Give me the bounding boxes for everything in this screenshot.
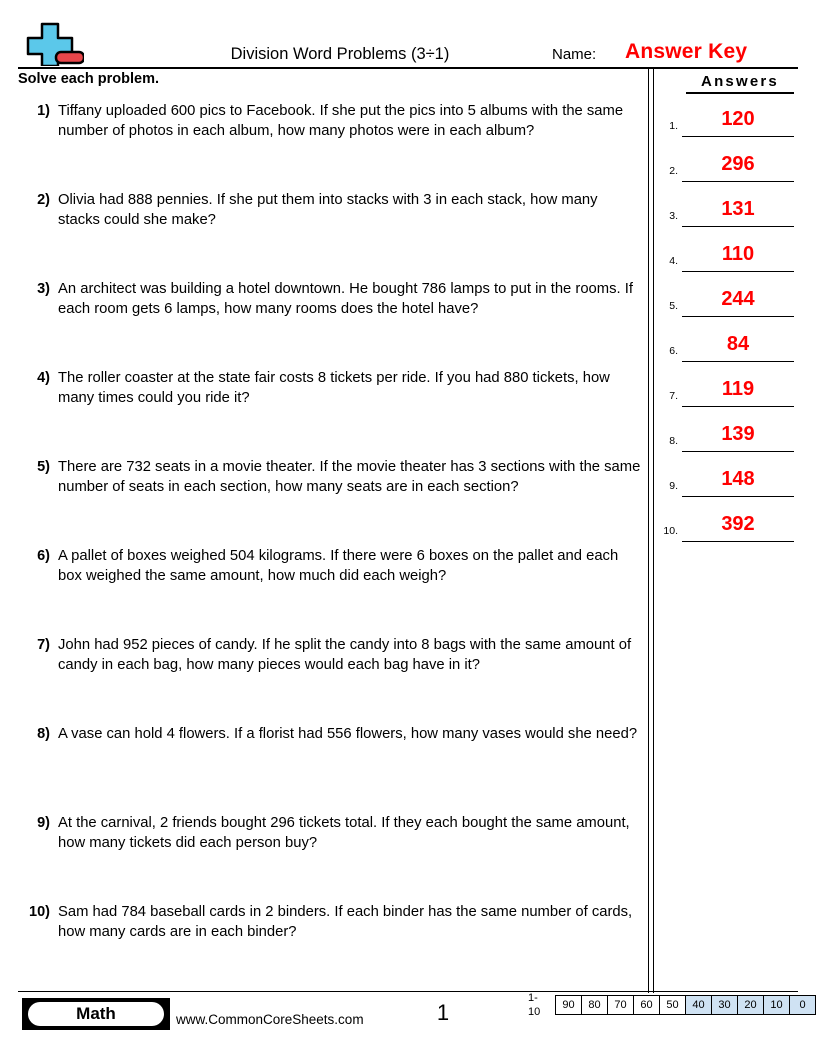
answer-value: 120 bbox=[721, 108, 755, 130]
problem-number: 8) bbox=[37, 726, 50, 742]
answer-blank[interactable] bbox=[682, 102, 794, 137]
answer-row bbox=[656, 507, 808, 552]
problem-text: There are 732 seats in a movie theater. If the movie theater has 3 sections with the same number of seats in each section, how many seats are in each section? bbox=[58, 459, 641, 495]
answer-row bbox=[656, 282, 808, 327]
answer-blank[interactable] bbox=[682, 417, 794, 452]
answer-value: 131 bbox=[721, 198, 755, 220]
name-label: Name: bbox=[552, 46, 597, 63]
score-box: 60 bbox=[634, 996, 660, 1014]
score-box: 90 bbox=[556, 996, 582, 1014]
problem-number: 1) bbox=[37, 103, 50, 119]
answer-value: 139 bbox=[721, 423, 755, 445]
problem-item bbox=[18, 804, 642, 893]
subject-badge-label: Math bbox=[28, 1002, 164, 1026]
answer-index: 4. bbox=[669, 255, 678, 267]
answer-index: 9. bbox=[669, 480, 678, 492]
problem-text: The roller coaster at the state fair costs 8 tickets per ride. If you had 880 tickets, how many times could you ride it? bbox=[58, 370, 610, 406]
score-box: 40 bbox=[686, 996, 712, 1014]
problem-item bbox=[18, 92, 642, 181]
site-url: www.CommonCoreSheets.com bbox=[176, 1012, 364, 1027]
score-box: 10 bbox=[764, 996, 790, 1014]
instructions-text: Solve each problem. bbox=[18, 71, 160, 87]
problem-item bbox=[18, 537, 642, 626]
problem-number: 7) bbox=[37, 637, 50, 653]
answer-value: 296 bbox=[721, 153, 755, 175]
score-box: 70 bbox=[608, 996, 634, 1014]
answer-blank[interactable] bbox=[682, 327, 794, 362]
answer-index: 6. bbox=[669, 345, 678, 357]
answers-list bbox=[656, 102, 808, 552]
answer-blank[interactable] bbox=[682, 237, 794, 272]
problem-item bbox=[18, 893, 642, 982]
problem-item bbox=[18, 448, 642, 537]
problem-number: 3) bbox=[37, 281, 50, 297]
problem-text: John had 952 pieces of candy. If he split the candy into 8 bags with the same amount of candy in each bag, how many pieces would each bag have in it? bbox=[58, 637, 632, 673]
page-number: 1 bbox=[436, 1000, 450, 1025]
score-box: 30 bbox=[712, 996, 738, 1014]
answer-index: 5. bbox=[669, 300, 678, 312]
answer-index: 10. bbox=[663, 525, 678, 537]
subject-badge bbox=[22, 998, 170, 1030]
problem-item bbox=[18, 626, 642, 715]
answer-blank[interactable] bbox=[682, 507, 794, 542]
answer-blank[interactable] bbox=[682, 462, 794, 497]
answers-column-divider bbox=[648, 68, 654, 993]
problem-text: An architect was building a hotel downtown. He bought 786 lamps to put in the rooms. If each room gets 6 lamps, how many rooms does the hotel have? bbox=[58, 281, 633, 317]
answer-row bbox=[656, 417, 808, 462]
problem-text: Olivia had 888 pennies. If she put them into stacks with 3 in each stack, how many stacks could she make? bbox=[58, 192, 598, 228]
answer-index: 8. bbox=[669, 435, 678, 447]
answer-key-badge: Answer Key bbox=[625, 40, 748, 63]
score-box: 50 bbox=[660, 996, 686, 1014]
score-box-group bbox=[555, 995, 816, 1015]
problem-text: Tiffany uploaded 600 pics to Facebook. If she put the pics into 5 albums with the same number of photos in each album, how many photos were in each album? bbox=[58, 103, 624, 139]
answer-blank[interactable] bbox=[682, 372, 794, 407]
score-box: 80 bbox=[582, 996, 608, 1014]
footer-divider bbox=[18, 991, 798, 992]
problem-item bbox=[18, 359, 642, 448]
answer-blank[interactable] bbox=[682, 147, 794, 182]
answer-index: 2. bbox=[669, 165, 678, 177]
answer-blank[interactable] bbox=[682, 282, 794, 317]
problem-number: 9) bbox=[37, 815, 50, 831]
plus-minus-logo-icon bbox=[18, 22, 84, 66]
problem-number: 10) bbox=[29, 904, 50, 920]
problem-item bbox=[18, 270, 642, 359]
answers-heading: Answers bbox=[686, 72, 794, 94]
problem-item bbox=[18, 715, 642, 804]
problem-text: A pallet of boxes weighed 504 kilograms. If there were 6 boxes on the pallet and each box weighed the same amount, how much did each weigh? bbox=[58, 548, 619, 584]
problem-text: At the carnival, 2 friends bought 296 tickets total. If they each bought the same amount, how many tickets did each person buy? bbox=[58, 815, 630, 851]
answer-row bbox=[656, 192, 808, 237]
answer-row bbox=[656, 102, 808, 147]
problem-number: 5) bbox=[37, 459, 50, 475]
problem-text: Sam had 784 baseball cards in 2 binders. If each binder has the same number of cards, how many cards are in each binder? bbox=[58, 904, 633, 940]
score-range-label: 1-10 bbox=[528, 992, 541, 1018]
score-scale bbox=[528, 992, 816, 1018]
answer-value: 244 bbox=[721, 288, 755, 310]
problem-number: 6) bbox=[37, 548, 50, 564]
problem-number: 4) bbox=[37, 370, 50, 386]
answer-value: 84 bbox=[726, 333, 750, 355]
answer-row bbox=[656, 147, 808, 192]
answer-index: 3. bbox=[669, 210, 678, 222]
problem-list bbox=[18, 92, 642, 982]
page-title: Division Word Problems (3÷1) bbox=[230, 45, 450, 63]
answer-value: 148 bbox=[721, 468, 755, 490]
answer-value: 110 bbox=[721, 243, 755, 265]
answer-value: 119 bbox=[721, 378, 755, 400]
problem-item bbox=[18, 181, 642, 270]
problem-text: A vase can hold 4 flowers. If a florist had 556 flowers, how many vases would she need? bbox=[58, 726, 638, 742]
answer-value: 392 bbox=[721, 513, 755, 535]
score-box: 0 bbox=[790, 996, 815, 1014]
answer-index: 7. bbox=[669, 390, 678, 402]
score-box: 20 bbox=[738, 996, 764, 1014]
answer-row bbox=[656, 372, 808, 417]
answer-index: 1. bbox=[669, 120, 678, 132]
answer-row bbox=[656, 237, 808, 282]
problem-number: 2) bbox=[37, 192, 50, 208]
answer-row bbox=[656, 327, 808, 372]
answer-row bbox=[656, 462, 808, 507]
answer-blank[interactable] bbox=[682, 192, 794, 227]
